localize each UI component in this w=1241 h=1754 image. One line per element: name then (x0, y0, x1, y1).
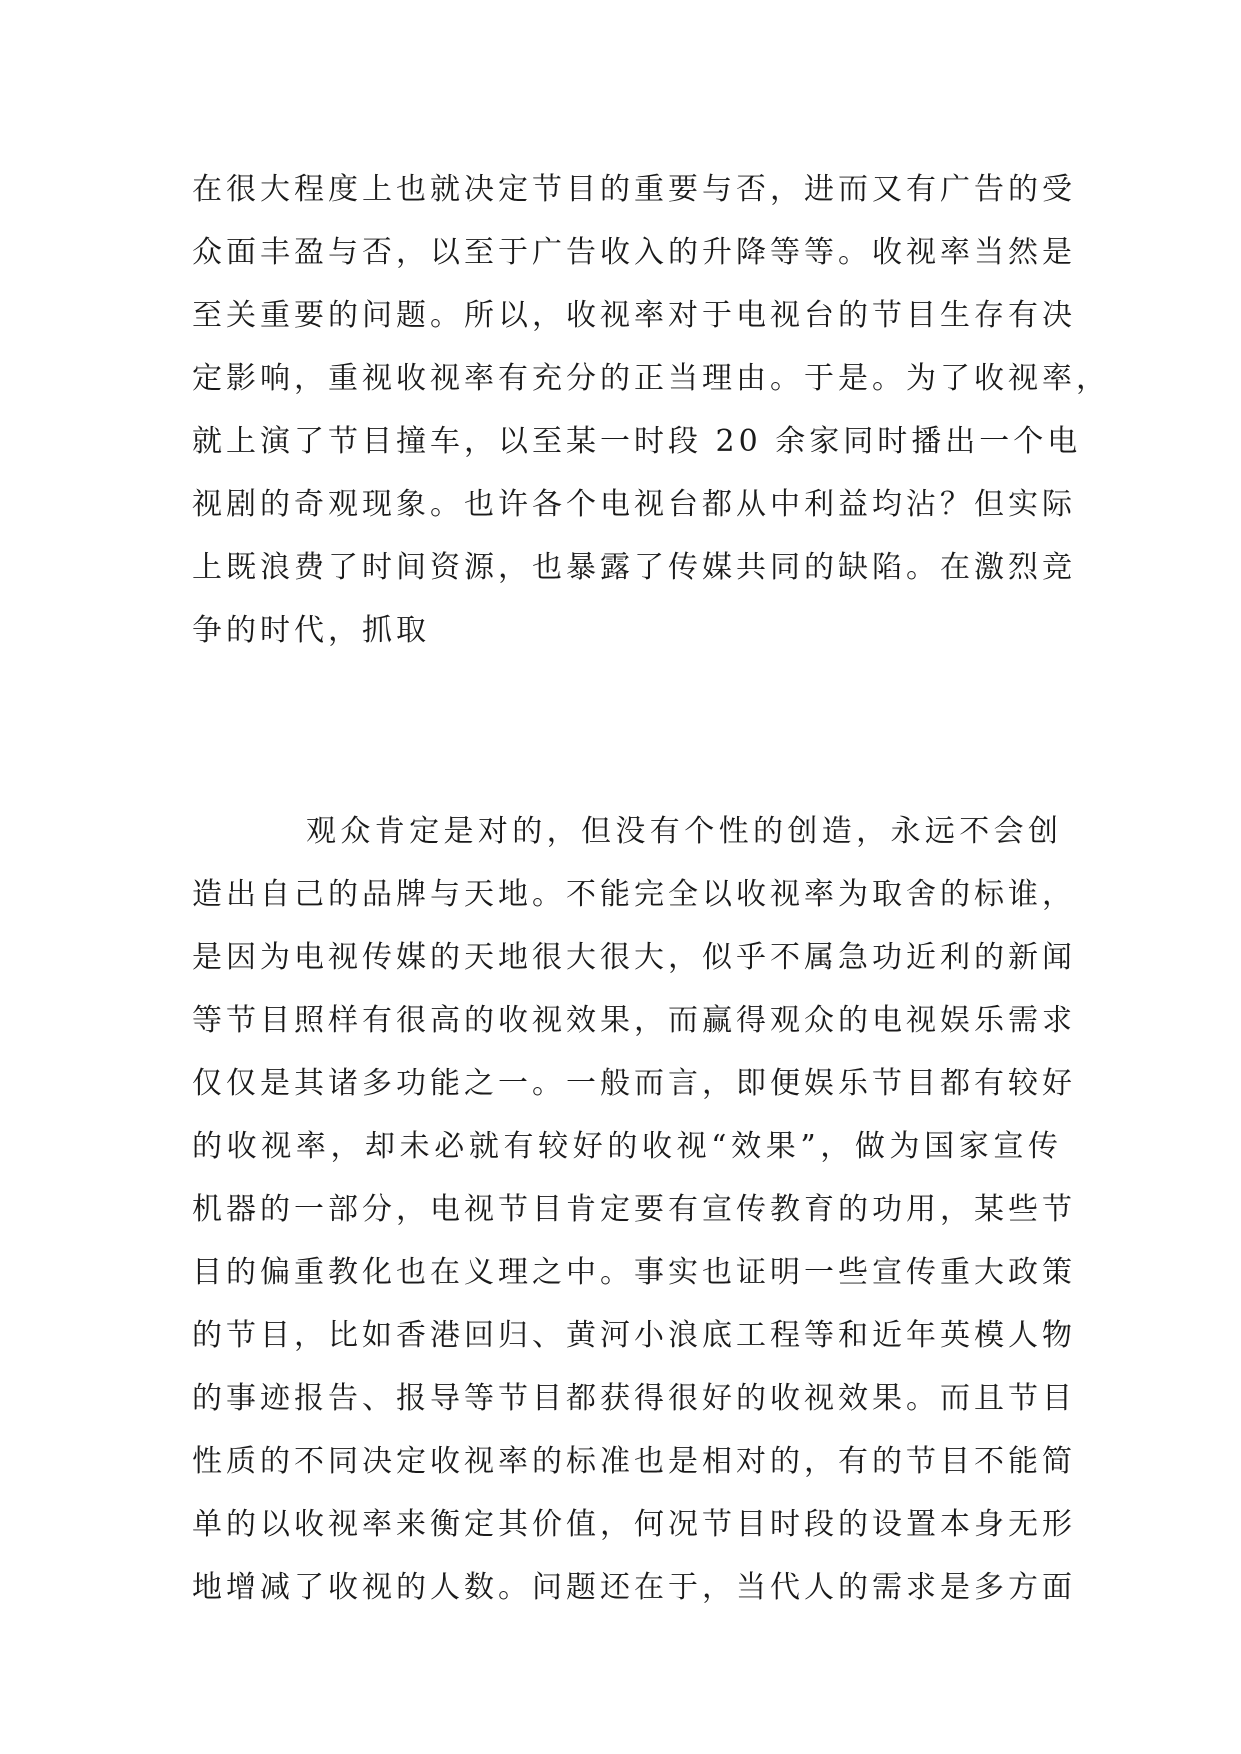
text-line: 的事迹报告、报导等节目都获得很好的收视效果。而且节目 (192, 1381, 1076, 1416)
text-line: 上既浪费了时间资源，也暴露了传媒共同的缺陷。在激烈竞 (192, 550, 1076, 585)
text-line: 性质的不同决定收视率的标准也是相对的，有的节目不能简 (192, 1444, 1076, 1479)
text-line: 仅仅是其诸多功能之一。一般而言，即便娱乐节目都有较好 (192, 1066, 1076, 1101)
text-line: 造出自己的品牌与天地。不能完全以收视率为取舍的标谁， (192, 877, 1076, 912)
text-line: 地增减了收视的人数。问题还在于，当代人的需求是多方面 (192, 1570, 1076, 1605)
text-line: 等节目照样有很高的收视效果，而赢得观众的电视娱乐需求 (192, 1003, 1076, 1038)
text-line: 在很大程度上也就决定节目的重要与否，进而又有广告的受 (192, 172, 1076, 207)
text-line: 就上演了节目撞车，以至某一时段 20 余家同时播出一个电 (192, 424, 1082, 459)
text-line: 争的时代，抓取 (192, 613, 430, 648)
text-line: 观众肯定是对的，但没有个性的创造，永远不会创 (306, 814, 1062, 849)
text-line: 的收视率，却未必就有较好的收视“效果”，做为国家宣传 (192, 1129, 1062, 1164)
paragraph-1 (192, 158, 1110, 662)
text-line: 目的偏重教化也在义理之中。事实也证明一些宣传重大政策 (192, 1255, 1076, 1290)
text-line: 的节目，比如香港回归、黄河小浪底工程等和近年英模人物 (192, 1318, 1076, 1353)
text-line: 定影响，重视收视率有充分的正当理由。于是。为了收视率， (192, 361, 1110, 396)
text-line: 是因为电视传媒的天地很大很大，似乎不属急功近利的新闻 (192, 940, 1076, 975)
text-line: 视剧的奇观现象。也许各个电视台都从中利益均沾？但实际 (192, 487, 1076, 522)
paragraph-2 (192, 800, 1076, 1619)
text-line: 机器的一部分，电视节目肯定要有宣传教育的功用，某些节 (192, 1192, 1076, 1227)
text-line: 众面丰盈与否，以至于广告收入的升降等等。收视率当然是 (192, 235, 1076, 270)
text-line: 单的以收视率来衡定其价值，何况节目时段的设置本身无形 (192, 1507, 1076, 1542)
text-line: 至关重要的问题。所以，收视率对于电视台的节目生存有决 (192, 298, 1076, 333)
